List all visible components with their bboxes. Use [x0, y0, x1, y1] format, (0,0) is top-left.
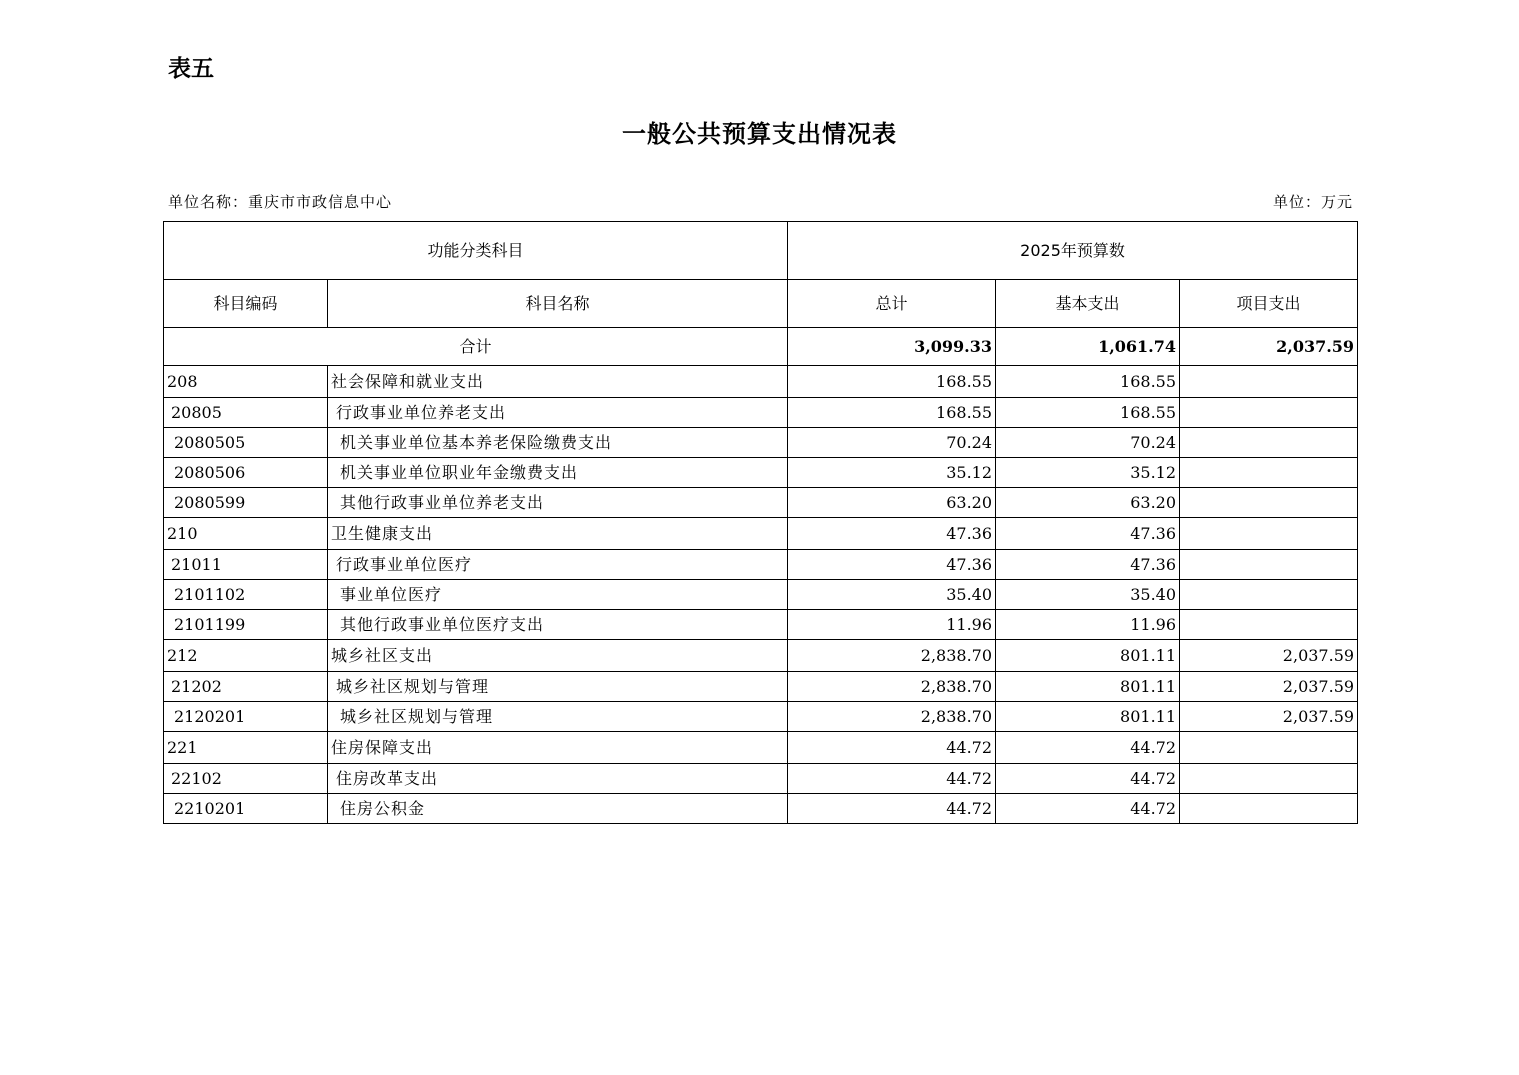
header-budget-2025: 2025年预算数 [788, 222, 1358, 280]
row-project [1180, 366, 1358, 398]
header-row-columns [164, 280, 1358, 328]
row-name: 行政事业单位养老支出 [328, 398, 788, 428]
row-basic: 168.55 [996, 398, 1180, 428]
row-basic: 35.40 [996, 580, 1180, 610]
row-name: 城乡社区规划与管理 [328, 672, 788, 702]
row-name: 行政事业单位医疗 [328, 550, 788, 580]
row-code: 21202 [164, 672, 328, 702]
row-code: 221 [164, 732, 328, 764]
row-code: 22102 [164, 764, 328, 794]
row-name: 住房改革支出 [328, 764, 788, 794]
row-project [1180, 488, 1358, 518]
row-name: 住房保障支出 [328, 732, 788, 764]
row-project [1180, 580, 1358, 610]
row-project [1180, 610, 1358, 640]
total-label: 合计 [164, 328, 788, 366]
row-name: 机关事业单位职业年金缴费支出 [328, 458, 788, 488]
row-name: 事业单位医疗 [328, 580, 788, 610]
row-total: 44.72 [788, 764, 996, 794]
table-row [164, 518, 1358, 550]
total-basic: 1,061.74 [996, 328, 1180, 366]
row-basic: 801.11 [996, 702, 1180, 732]
header-project-expenditure: 项目支出 [1180, 280, 1358, 328]
row-total: 11.96 [788, 610, 996, 640]
table-row [164, 764, 1358, 794]
row-basic: 63.20 [996, 488, 1180, 518]
row-name: 住房公积金 [328, 794, 788, 824]
row-total: 44.72 [788, 732, 996, 764]
total-row [164, 328, 1358, 366]
row-total: 47.36 [788, 550, 996, 580]
row-code: 20805 [164, 398, 328, 428]
header-basic-expenditure: 基本支出 [996, 280, 1180, 328]
table-row [164, 428, 1358, 458]
row-project [1180, 732, 1358, 764]
row-total: 2,838.70 [788, 702, 996, 732]
row-code: 2210201 [164, 794, 328, 824]
row-total: 168.55 [788, 398, 996, 428]
table-row [164, 580, 1358, 610]
row-total: 35.12 [788, 458, 996, 488]
row-basic: 47.36 [996, 518, 1180, 550]
row-name: 城乡社区规划与管理 [328, 702, 788, 732]
table-row [164, 732, 1358, 764]
row-project [1180, 518, 1358, 550]
row-project: 2,037.59 [1180, 640, 1358, 672]
row-code: 2120201 [164, 702, 328, 732]
row-basic: 11.96 [996, 610, 1180, 640]
row-project [1180, 428, 1358, 458]
unit-name-label: 单位名称：重庆市市政信息中心 [168, 193, 393, 211]
row-name: 社会保障和就业支出 [328, 366, 788, 398]
row-total: 168.55 [788, 366, 996, 398]
row-basic: 35.12 [996, 458, 1180, 488]
table-row [164, 366, 1358, 398]
total-amount: 3,099.33 [788, 328, 996, 366]
row-basic: 44.72 [996, 794, 1180, 824]
header-subject-code: 科目编码 [164, 280, 328, 328]
row-project [1180, 398, 1358, 428]
row-basic: 44.72 [996, 764, 1180, 794]
row-code: 2101102 [164, 580, 328, 610]
row-total: 35.40 [788, 580, 996, 610]
row-basic: 801.11 [996, 640, 1180, 672]
row-total: 63.20 [788, 488, 996, 518]
row-total: 44.72 [788, 794, 996, 824]
page-title: 一般公共预算支出情况表 [622, 119, 897, 148]
row-name: 机关事业单位基本养老保险缴费支出 [328, 428, 788, 458]
row-code: 2080505 [164, 428, 328, 458]
row-project [1180, 550, 1358, 580]
row-project [1180, 764, 1358, 794]
row-project [1180, 458, 1358, 488]
total-project: 2,037.59 [1180, 328, 1358, 366]
row-project: 2,037.59 [1180, 702, 1358, 732]
header-total: 总计 [788, 280, 996, 328]
row-code: 21011 [164, 550, 328, 580]
table-row [164, 794, 1358, 824]
header-function-classification: 功能分类科目 [164, 222, 788, 280]
row-basic: 44.72 [996, 732, 1180, 764]
row-name: 卫生健康支出 [328, 518, 788, 550]
currency-unit-label: 单位：万元 [1272, 193, 1353, 211]
row-total: 2,838.70 [788, 640, 996, 672]
table-row [164, 458, 1358, 488]
table-row [164, 640, 1358, 672]
row-code: 210 [164, 518, 328, 550]
table-row [164, 550, 1358, 580]
row-name: 城乡社区支出 [328, 640, 788, 672]
row-name: 其他行政事业单位养老支出 [328, 488, 788, 518]
row-code: 2080599 [164, 488, 328, 518]
table-row [164, 398, 1358, 428]
table-row [164, 702, 1358, 732]
row-total: 2,838.70 [788, 672, 996, 702]
table-row [164, 488, 1358, 518]
row-total: 70.24 [788, 428, 996, 458]
row-basic: 47.36 [996, 550, 1180, 580]
row-code: 2080506 [164, 458, 328, 488]
row-total: 47.36 [788, 518, 996, 550]
row-code: 212 [164, 640, 328, 672]
row-project [1180, 794, 1358, 824]
table-row [164, 610, 1358, 640]
row-code: 208 [164, 366, 328, 398]
row-name: 其他行政事业单位医疗支出 [328, 610, 788, 640]
header-row-group [164, 222, 1358, 280]
row-basic: 168.55 [996, 366, 1180, 398]
row-code: 2101199 [164, 610, 328, 640]
row-project: 2,037.59 [1180, 672, 1358, 702]
row-basic: 801.11 [996, 672, 1180, 702]
header-subject-name: 科目名称 [328, 280, 788, 328]
table-number: 表五 [168, 56, 214, 82]
row-basic: 70.24 [996, 428, 1180, 458]
table-row [164, 672, 1358, 702]
budget-table [163, 221, 1358, 824]
